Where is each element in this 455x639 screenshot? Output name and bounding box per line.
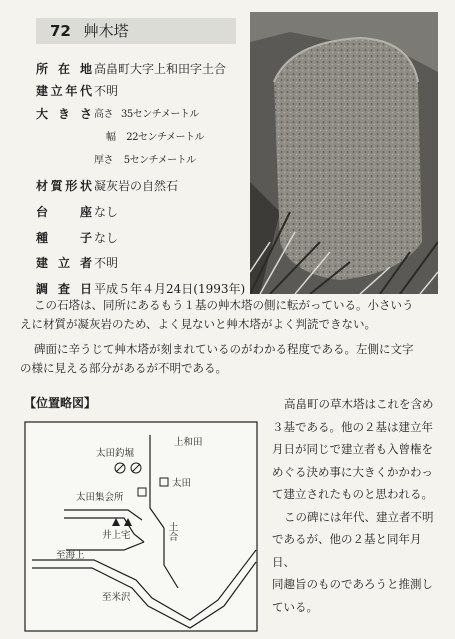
map-heading: 【位置略図】: [24, 396, 97, 410]
paragraph-2: 碑面に辛うじて艸木塔が刻まれているのがわかる程度である。左側に文字 の様に見える部分があるが不明である。: [20, 342, 414, 375]
stone-photo: [250, 12, 438, 294]
side-text: 高畠町の草木塔はこれを含め ３基である。他の２基は建立年 月日が同じで建立者も入曾権を めぐる決め事に大きくかかわっ て建立されたものと思われる。 この碑には年代、建立者不明 であるが、他の２基と同年月日、 同趣旨のものであろうと推測し ている。: [272, 397, 434, 614]
entry-title: 艸木塔: [83, 22, 129, 40]
svg-text:太田集会所: 太田集会所: [76, 492, 124, 503]
map-frame: [25, 422, 257, 631]
location-map: [24, 410, 260, 632]
svg-text:井上宅: 井上宅: [102, 530, 131, 541]
svg-text:太田: 太田: [172, 478, 192, 489]
svg-text:土合: 土合: [166, 522, 178, 541]
size-height: 高さ 35センチメートル: [94, 109, 199, 120]
paragraph-1: この石塔は、同所にあるもう１基の艸木塔の側に転がっている。小さいう えに材質が凝灰岩のため、よく見ないと艸木塔がよく判読できない。: [20, 298, 414, 331]
svg-text:太田釣堀: 太田釣堀: [96, 448, 135, 459]
svg-text:至海上: 至海上: [56, 550, 85, 561]
svg-text:至米沢: 至米沢: [102, 592, 131, 603]
size-depth: 厚さ 5センチメートル: [94, 155, 196, 166]
size-width: 幅 22センチメートル: [106, 132, 205, 143]
entry-number: 72: [50, 22, 71, 40]
page-title: [36, 18, 236, 44]
svg-text:上和田: 上和田: [174, 437, 203, 448]
